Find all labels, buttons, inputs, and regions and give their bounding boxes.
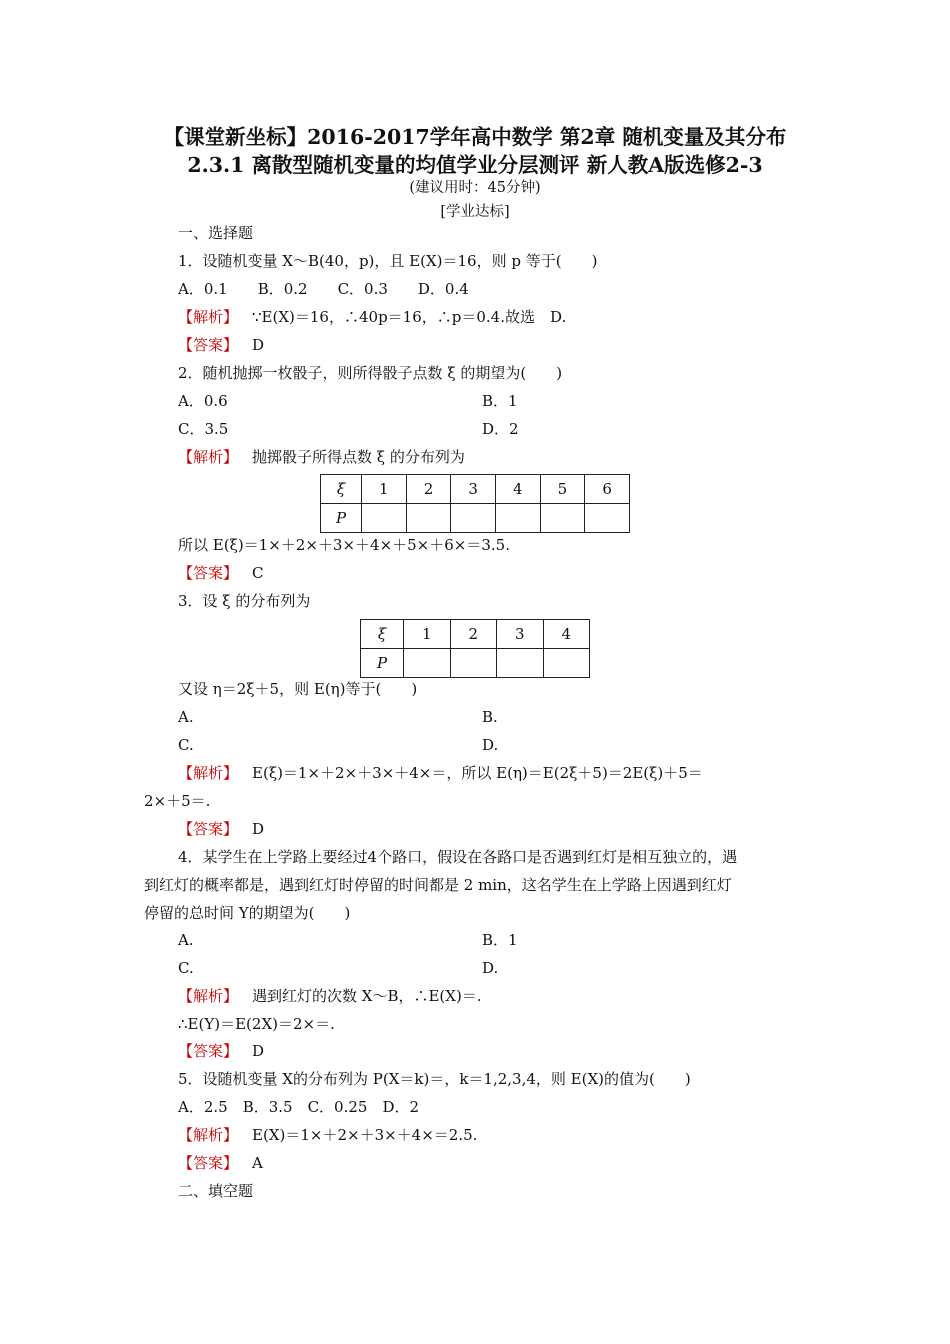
q4-option-c: C. — [178, 959, 194, 977]
answer-tag: 【答案】 — [178, 564, 239, 582]
q1-stem: 1．设随机变量 X～B(40，p)，且 E(X)＝16，则 p 等于( ) — [178, 252, 598, 270]
analysis-tag: 【解析】 — [178, 1126, 239, 1144]
answer-tag: 【答案】 — [178, 1154, 239, 1172]
table-cell: 2 — [406, 475, 451, 504]
table-cell: 3 — [451, 475, 496, 504]
q4-analysis — [178, 986, 482, 1006]
q2-option-b: B．1 — [482, 392, 518, 410]
table-row — [321, 504, 630, 533]
q3-answer — [178, 819, 264, 839]
q3-analysis — [178, 763, 703, 783]
q2-answer-text: C — [252, 564, 264, 582]
q4-answer — [178, 1041, 264, 1061]
q4-stem-line3: 停留的总时间 Y的期望为( ) — [144, 904, 351, 922]
table-cell: 3 — [497, 620, 544, 649]
table-cell: 4 — [543, 620, 590, 649]
q2-distribution-table — [320, 474, 630, 533]
q3-option-d: D. — [482, 736, 499, 754]
q3-distribution-table — [360, 619, 590, 678]
analysis-tag: 【解析】 — [178, 308, 239, 326]
table-cell: ξ — [321, 475, 362, 504]
q3-option-b: B. — [482, 708, 498, 726]
q3-option-c: C. — [178, 736, 194, 754]
table-cell — [450, 649, 497, 678]
table-cell: ξ — [361, 620, 404, 649]
q3-stem2: 又设 η＝2ξ＋5，则 E(η)等于( ) — [178, 680, 418, 698]
table-cell: 1 — [362, 475, 407, 504]
q5-answer — [178, 1153, 263, 1173]
table-cell — [543, 649, 590, 678]
table-cell — [451, 504, 496, 533]
q3-analysis-text: E(ξ)＝1×＋2×＋3×＋4×＝，所以 E(η)＝E(2ξ＋5)＝2E(ξ)＋5＝ — [252, 764, 703, 782]
q2-option-d: D．2 — [482, 420, 519, 438]
q2-stem: 2．随机抛掷一枚骰子，则所得骰子点数 ξ 的期望为( ) — [178, 364, 563, 382]
table-cell: 1 — [404, 620, 451, 649]
analysis-tag: 【解析】 — [178, 987, 239, 1005]
table-cell: 4 — [495, 475, 540, 504]
q3-answer-text: D — [252, 820, 265, 838]
document-title-line2: 2.3.1 离散型随机变量的均值学业分层测评 新人教A版选修2-3 — [187, 153, 763, 177]
analysis-tag: 【解析】 — [178, 448, 239, 466]
table-cell — [585, 504, 630, 533]
level-heading: [学业达标] — [440, 204, 510, 220]
q4-answer-text: D — [252, 1042, 265, 1060]
q4-stem-line2: 到红灯的概率都是，遇到红灯时停留的时间都是 2 min，这名学生在上学路上因遇到红灯 — [144, 876, 732, 894]
table-cell — [362, 504, 407, 533]
q5-options: A．2.5 B．3.5 C．0.25 D．2 — [178, 1098, 420, 1116]
q4-option-d: D. — [482, 959, 499, 977]
table-cell — [497, 649, 544, 678]
q2-after-table: 所以 E(ξ)＝1×＋2×＋3×＋4×＋5×＋6×＝3.5. — [178, 536, 510, 554]
table-cell: P — [321, 504, 362, 533]
section-choice-heading: 一、选择题 — [178, 224, 254, 242]
analysis-tag: 【解析】 — [178, 764, 239, 782]
q1-answer-text: D — [252, 336, 265, 354]
table-row — [361, 620, 590, 649]
q3-stem: 3．设 ξ 的分布列为 — [178, 592, 311, 610]
section-fill-heading: 二、填空题 — [178, 1182, 254, 1200]
q1-options: A．0.1 B．0.2 C．0.3 D．0.4 — [178, 280, 469, 298]
table-cell: 5 — [540, 475, 585, 504]
time-note: (建议用时：45分钟) — [409, 180, 541, 196]
q3-analysis-cont: 2×＋5＝. — [144, 792, 211, 810]
q5-answer-text: A — [252, 1154, 263, 1172]
table-cell — [404, 649, 451, 678]
table-cell: 2 — [450, 620, 497, 649]
q1-analysis — [178, 307, 566, 327]
q4-analysis-cont: ∴E(Y)＝E(2X)＝2×＝. — [178, 1015, 335, 1033]
table-cell — [540, 504, 585, 533]
q4-stem-line1: 4．某学生在上学路上要经过4个路口，假设在各路口是否遇到红灯是相互独立的，遇 — [178, 848, 738, 866]
table-cell: P — [361, 649, 404, 678]
q4-analysis-text: 遇到红灯的次数 X～B，∴E(X)＝. — [252, 987, 482, 1005]
table-row — [321, 475, 630, 504]
table-cell: 6 — [585, 475, 630, 504]
q2-option-c: C．3.5 — [178, 420, 229, 438]
q2-answer — [178, 563, 264, 583]
q1-analysis-text: ∵E(X)＝16，∴40p＝16，∴p＝0.4.故选 D. — [252, 308, 567, 326]
q5-analysis-text: E(X)＝1×＋2×＋3×＋4×＝2.5. — [252, 1126, 478, 1144]
answer-tag: 【答案】 — [178, 1042, 239, 1060]
table-row — [361, 649, 590, 678]
q4-option-b: B．1 — [482, 931, 518, 949]
document-title-line1: 【课堂新坐标】2016-2017学年高中数学 第2章 随机变量及其分布 — [163, 125, 787, 149]
q5-stem: 5．设随机变量 X的分布列为 P(X＝k)＝，k＝1,2,3,4，则 E(X)的值为( ) — [178, 1070, 691, 1088]
table-cell — [406, 504, 451, 533]
q1-answer — [178, 335, 264, 355]
q2-option-a: A．0.6 — [178, 392, 228, 410]
answer-tag: 【答案】 — [178, 820, 239, 838]
answer-tag: 【答案】 — [178, 336, 239, 354]
q2-analysis-text: 抛掷骰子所得点数 ξ 的分布列为 — [252, 448, 465, 466]
table-cell — [495, 504, 540, 533]
q4-option-a: A. — [178, 931, 194, 949]
q2-analysis — [178, 447, 465, 467]
q3-option-a: A. — [178, 708, 194, 726]
q5-analysis — [178, 1125, 477, 1145]
